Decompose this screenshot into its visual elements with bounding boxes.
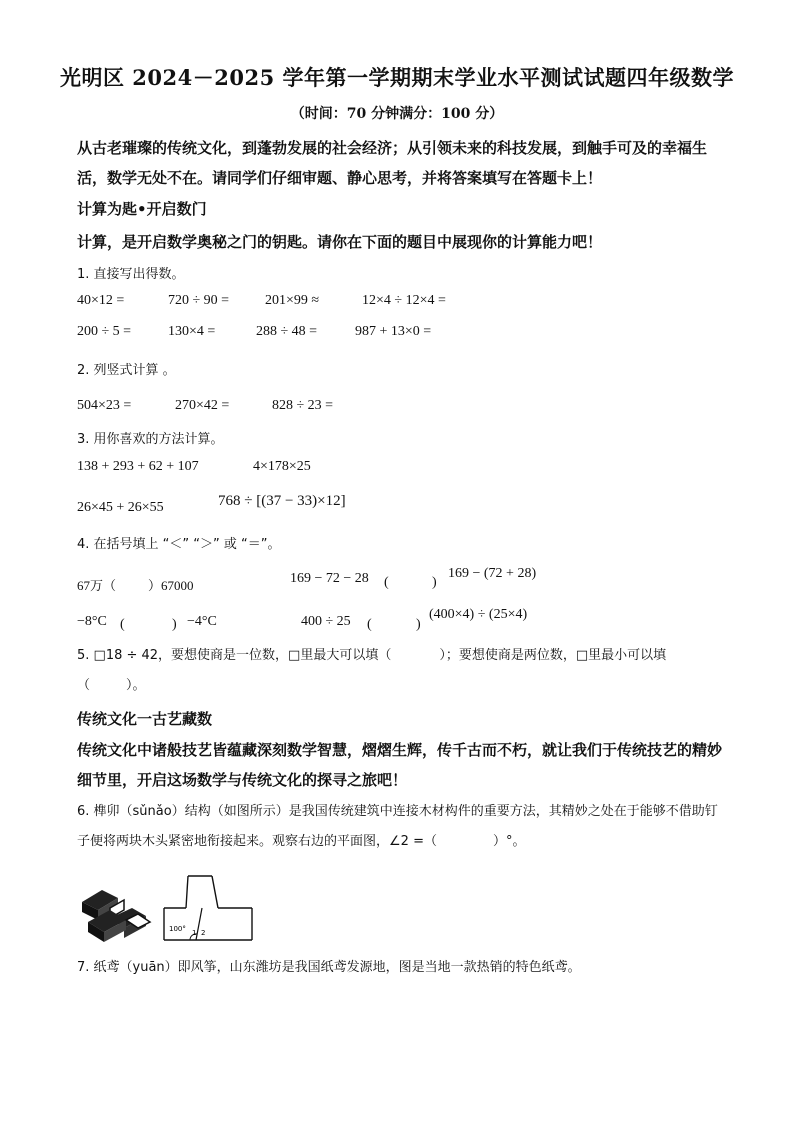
section2-title: 传统文化一古艺藏数 (77, 710, 213, 728)
q6-body: 6. 榫卯（sǔnǎo）结构（如图所示）是我国传统建筑中连接木材构件的重要方法，其精妙之处在于能够不借助钉子便将两块木头紧密地衔接起来。观察右边的平面图， (77, 804, 718, 849)
q3-label: 3. 用你喜欢的方法计算。 (77, 432, 224, 447)
q1-item: 288 ÷ 48 = (256, 324, 318, 339)
q6-text (77, 797, 727, 857)
q5-part2: ）；要想使商是两位数，□里最小可以填 (439, 648, 667, 663)
q4-d-close: ) (416, 617, 421, 632)
page-subtitle: （时间：70 分钟满分：100 分） (290, 106, 504, 122)
q2-item: 504×23 = (77, 398, 132, 413)
q4-d-left: 400 ÷ 25 (301, 614, 351, 629)
q4-d-right: (400×4) ÷ (25×4) (429, 607, 528, 622)
intro-paragraph: 从古老璀璨的传统文化，到蓬勃发展的社会经济；从引领未来的科技发展，到触手可及的幸福生活，数学无处不在。请同学们仔细审题、静心思考，并将答案填写在答题卡上！ (77, 139, 708, 187)
fig-label-2: 2 (201, 929, 206, 937)
q3-item: 4×178×25 (253, 459, 311, 474)
q6-angle: ∠2 =（ (389, 834, 437, 849)
q5-part4: ）。 (126, 678, 146, 693)
q4-label: 4. 在括号填上 “＜” “＞” 或 “＝”。 (77, 537, 281, 552)
q4-c-right: −4°C (187, 614, 217, 629)
q4-b-open: ( (384, 575, 389, 590)
q3-item: 768 ÷ [(37 − 33)×12] (218, 493, 346, 509)
tenon-joint-figure (80, 880, 160, 950)
q4-d-open: ( (367, 617, 372, 632)
q5-part3: （ (77, 678, 91, 693)
q3-item: 26×45 + 26×55 (77, 500, 164, 515)
fig-label-1: 1 (192, 929, 197, 937)
q4-a-left: 67万（ (77, 578, 117, 593)
section1-title: 计算为匙•开启数门 (77, 200, 207, 218)
q1-item: 40×12 = (77, 293, 125, 308)
fig-angle-label: 100° (169, 925, 186, 933)
q4-b-left: 169 − 72 − 28 (290, 571, 369, 586)
section1-desc: 计算，是开启数学奥秘之门的钥匙。请你在下面的题目中展现你的计算能力吧！ (77, 233, 603, 251)
page-title: 光明区 2024－2025 学年第一学期期末学业水平测试试题四年级数学 (59, 65, 734, 90)
q1-item: 200 ÷ 5 = (77, 324, 132, 339)
q4-b-close: ) (432, 575, 437, 590)
q5-text (77, 641, 727, 701)
q1-item: 987 + 13×0 = (355, 324, 432, 339)
q4-c-open: ( (120, 617, 125, 632)
q1-item: 130×4 = (168, 324, 216, 339)
q7-text: 7. 纸鸢（yuān）即风筝，山东潍坊是我国纸鸢发源地，图是当地一款热销的特色纸鸢。 (77, 960, 581, 975)
q1-item: 12×4 ÷ 12×4 = (362, 293, 446, 308)
q3-item: 138 + 293 + 62 + 107 (77, 459, 199, 474)
q2-label: 2. 列竖式计算 。 (77, 363, 176, 378)
angle-plane-figure (160, 874, 256, 944)
q2-item: 828 ÷ 23 = (272, 398, 334, 413)
q6-angle-end: ）°。 (492, 834, 526, 849)
q4-c-close: ) (172, 617, 177, 632)
q1-item: 720 ÷ 90 = (168, 293, 230, 308)
q1-label: 1. 直接写出得数。 (77, 267, 185, 282)
q2-item: 270×42 = (175, 398, 230, 413)
q4-b-right: 169 − (72 + 28) (448, 566, 537, 581)
q5-part1: 5. □18 ÷ 42，要想使商是一位数，□里最大可以填（ (77, 648, 392, 663)
q1-item: 201×99 ≈ (265, 293, 320, 308)
q4-a-right: ）67000 (148, 578, 194, 593)
q4-c-left: −8°C (77, 614, 107, 629)
section2-desc: 传统文化中诸般技艺皆蕴藏深刻数学智慧，熠熠生辉，传千古而不朽，就让我们于传统技艺的精妙细节里，开启这场数学与传统文化的探寻之旅吧！ (77, 741, 723, 789)
